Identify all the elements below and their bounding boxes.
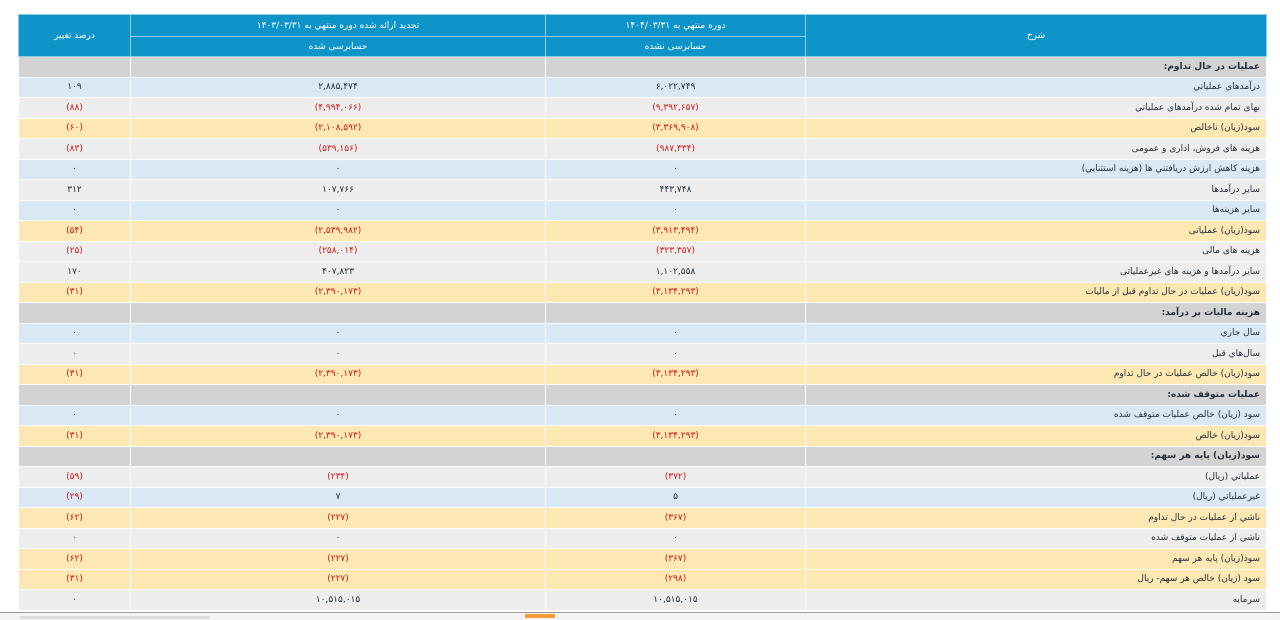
current-period-value: (۳,۹۱۳,۴۹۴) [546, 221, 806, 242]
header-description: شرح [806, 15, 1267, 57]
previous-period-value: ۰ [131, 159, 546, 180]
change-percent-value: (۳۱) [19, 569, 131, 590]
current-period-value: ۱,۱۰۲,۵۵۸ [546, 262, 806, 283]
previous-period-value: ۰ [131, 405, 546, 426]
table-row [19, 118, 1267, 139]
empty-cell [546, 303, 806, 324]
change-percent-value: (۸۸) [19, 98, 131, 119]
table-row [19, 549, 1267, 570]
current-period-value: ۰ [546, 405, 806, 426]
current-period-value: (۹۸۷,۳۳۴) [546, 139, 806, 160]
section-row [19, 303, 1267, 324]
previous-period-value: (۲,۱۰۸,۵۹۲) [131, 118, 546, 139]
previous-period-value: ۱۰,۵۱۵,۰۱۵ [131, 590, 546, 611]
row-description: سرمايه [806, 590, 1267, 611]
row-description: سود(زيان) پايه هر سهم [806, 549, 1267, 570]
table-row [19, 426, 1267, 447]
current-period-value: (۳۷۲) [546, 467, 806, 488]
previous-period-value: ۴۰۷,۸۲۳ [131, 262, 546, 283]
empty-cell [131, 303, 546, 324]
row-description: ناشي از عمليات متوقف شده [806, 528, 1267, 549]
change-percent-value: ۰ [19, 590, 131, 611]
section-row [19, 385, 1267, 406]
change-percent-value: (۶۰) [19, 118, 131, 139]
change-percent-value: ۰ [19, 159, 131, 180]
row-description: ساير درآمدها و هزينه هاى غيرعملياتى [806, 262, 1267, 283]
table-row [19, 98, 1267, 119]
row-description: هزينه هاى فروش، ادارى و عمومى [806, 139, 1267, 160]
row-description: سال‌هاي قبل [806, 344, 1267, 365]
current-period-value: ۶,۰۲۲,۷۴۹ [546, 77, 806, 98]
table-row [19, 200, 1267, 221]
current-period-value: (۳۶۷) [546, 549, 806, 570]
table-row [19, 262, 1267, 283]
header-current-period: دوره منتهي به ۱۴۰۴/۰۳/۳۱ [546, 15, 806, 37]
row-description: درآمدهاي عملياتي [806, 77, 1267, 98]
previous-period-value: (۲,۳۹۰,۱۷۳) [131, 426, 546, 447]
change-percent-value: (۶۲) [19, 508, 131, 529]
row-description: سود(زيان) خالص [806, 426, 1267, 447]
row-description: سود (زيان) خالص هر سهم- ريال [806, 569, 1267, 590]
current-period-value: (۹,۳۹۲,۶۵۷) [546, 98, 806, 119]
change-percent-value: (۳۱) [19, 364, 131, 385]
change-percent-value: (۶۲) [19, 549, 131, 570]
table-row [19, 282, 1267, 303]
current-period-value: ۰ [546, 528, 806, 549]
row-description: عملیات در حال تداوم: [806, 57, 1267, 78]
current-period-value: (۳,۳۶۹,۹۰۸) [546, 118, 806, 139]
change-percent-value: (۳۱) [19, 426, 131, 447]
row-description: سایر هزینه‌ها [806, 200, 1267, 221]
previous-period-value: (۵۳۹,۱۵۶) [131, 139, 546, 160]
table-row [19, 159, 1267, 180]
empty-cell [546, 446, 806, 467]
current-period-value: (۳۲۳,۳۵۷) [546, 241, 806, 262]
current-period-value: ۰ [546, 200, 806, 221]
table-row [19, 528, 1267, 549]
table-row [19, 508, 1267, 529]
current-period-value: (۲۹۸) [546, 569, 806, 590]
header-change-percent: درصد تغییر [19, 15, 131, 57]
row-description: ناشي از عمليات در حال تداوم [806, 508, 1267, 529]
change-percent-value: ۰ [19, 323, 131, 344]
header-previous-audit-status: حسابرسی شده [131, 37, 546, 57]
previous-period-value: ۰ [131, 528, 546, 549]
change-percent-value: ۰ [19, 344, 131, 365]
change-percent-value: ۰ [19, 405, 131, 426]
table-header [19, 15, 1267, 57]
financial-statement [18, 14, 1266, 611]
current-period-value: (۳۶۷) [546, 508, 806, 529]
row-description: سال جاري [806, 323, 1267, 344]
row-description: ساير درآمدها [806, 180, 1267, 201]
table-row [19, 344, 1267, 365]
empty-cell [19, 385, 131, 406]
change-percent-value: ۰ [19, 200, 131, 221]
previous-period-value: (۲,۵۳۹,۹۸۲) [131, 221, 546, 242]
change-percent-value: (۸۳) [19, 139, 131, 160]
previous-period-value: (۲۲۷) [131, 569, 546, 590]
header-previous-period: تجديد ارائه شده دوره منتهي به ۱۴۰۳/۰۳/۳۱ [131, 15, 546, 37]
table-row [19, 405, 1267, 426]
table-row [19, 139, 1267, 160]
change-percent-value: (۵۴) [19, 221, 131, 242]
row-description: عملياتي (ريال) [806, 467, 1267, 488]
previous-period-value: (۴,۹۹۴,۰۶۶) [131, 98, 546, 119]
row-description: سود(زيان) عمليات در حال تداوم قبل از ماليات [806, 282, 1267, 303]
header-current-audit-status: حسابرسی نشده [546, 37, 806, 57]
table-row [19, 323, 1267, 344]
empty-cell [19, 303, 131, 324]
table-body [19, 57, 1267, 611]
table-row [19, 487, 1267, 508]
current-period-value: (۳,۱۳۴,۲۹۳) [546, 282, 806, 303]
table-row [19, 364, 1267, 385]
current-period-value: ۰ [546, 159, 806, 180]
table-row [19, 590, 1267, 611]
table-row [19, 77, 1267, 98]
table-row [19, 467, 1267, 488]
table-row [19, 221, 1267, 242]
change-percent-value: (۳۱) [19, 282, 131, 303]
current-period-value: ۵ [546, 487, 806, 508]
previous-period-value: ۲,۸۸۵,۴۷۴ [131, 77, 546, 98]
empty-cell [131, 57, 546, 78]
scrollbar-thumb[interactable] [525, 614, 555, 618]
row-description: غيرعملياتي (ريال) [806, 487, 1267, 508]
change-percent-value: ۱۷۰ [19, 262, 131, 283]
row-description: هزينه کاهش ارزش دريافتني ها (هزينه استثنايي) [806, 159, 1267, 180]
previous-period-value: ۰ [131, 200, 546, 221]
previous-period-value: (۲,۳۹۰,۱۷۳) [131, 364, 546, 385]
previous-period-value: ۰ [131, 344, 546, 365]
change-percent-value: (۵۹) [19, 467, 131, 488]
row-description: بهاى تمام شده درآمدهاي عملياتي [806, 98, 1267, 119]
change-percent-value: (۲۹) [19, 487, 131, 508]
section-row [19, 57, 1267, 78]
empty-cell [19, 446, 131, 467]
empty-cell [546, 385, 806, 406]
row-description: سود(زيان) پايه هر سهم: [806, 446, 1267, 467]
previous-period-value: ۰ [131, 323, 546, 344]
row-description: عمليات متوقف شده: [806, 385, 1267, 406]
row-description: هزينه ماليات بر درآمد: [806, 303, 1267, 324]
previous-period-value: (۲۲۷) [131, 508, 546, 529]
row-description: سود(زيان) عملياتى [806, 221, 1267, 242]
empty-cell [131, 446, 546, 467]
table-row [19, 180, 1267, 201]
income-statement-table [18, 14, 1267, 611]
change-percent-value: ۱۰۹ [19, 77, 131, 98]
row-description: سود(زيان) ناخالص [806, 118, 1267, 139]
previous-period-value: (۲۵۸,۰۱۴) [131, 241, 546, 262]
table-row [19, 569, 1267, 590]
previous-period-value: (۲۳۴) [131, 467, 546, 488]
current-period-value: ۱۰,۵۱۵,۰۱۵ [546, 590, 806, 611]
change-percent-value: ۰ [19, 528, 131, 549]
section-row [19, 446, 1267, 467]
empty-cell [546, 57, 806, 78]
previous-period-value: (۲,۳۹۰,۱۷۳) [131, 282, 546, 303]
current-period-value: (۳,۱۳۴,۲۹۳) [546, 364, 806, 385]
current-period-value: ۴۴۳,۷۴۸ [546, 180, 806, 201]
previous-period-value: (۲۲۷) [131, 549, 546, 570]
previous-period-value: ۱۰۷,۷۶۶ [131, 180, 546, 201]
current-period-value: ۰ [546, 323, 806, 344]
row-description: سود (زيان) خالص عمليات متوقف شده [806, 405, 1267, 426]
empty-cell [131, 385, 546, 406]
change-percent-value: ۳۱۲ [19, 180, 131, 201]
row-description: هزينه هاى مالى [806, 241, 1267, 262]
change-percent-value: (۲۵) [19, 241, 131, 262]
current-period-value: ۰ [546, 344, 806, 365]
row-description: سود(زيان) خالص عمليات در حال تداوم [806, 364, 1267, 385]
empty-cell [19, 57, 131, 78]
table-row [19, 241, 1267, 262]
current-period-value: (۳,۱۳۴,۲۹۳) [546, 426, 806, 447]
previous-period-value: ۷ [131, 487, 546, 508]
